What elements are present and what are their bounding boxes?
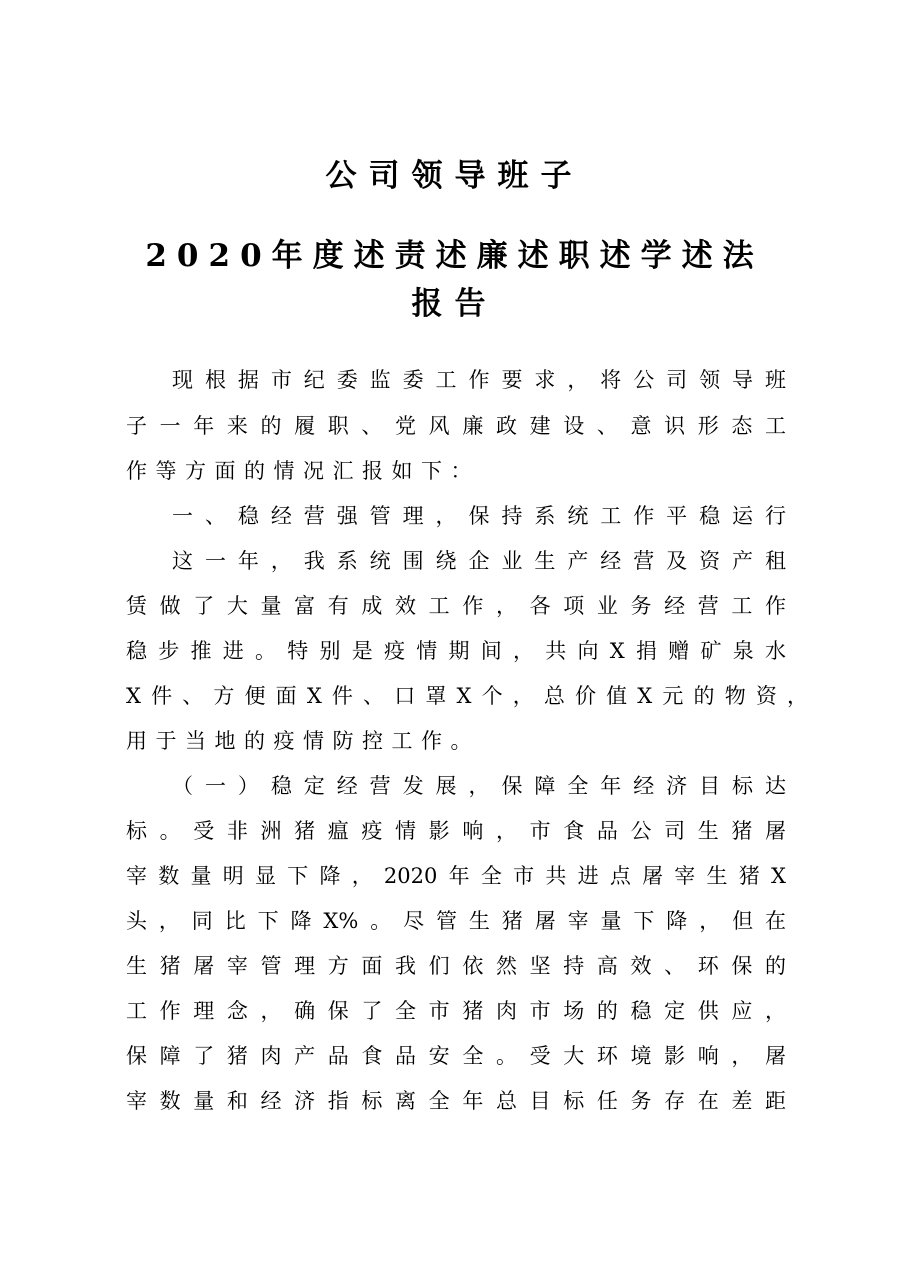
body-text-line: 保障了猪肉产品食品安全。受大环境影响，屠 (126, 1044, 786, 1068)
body-text-line: 作等方面的情况汇报如下： (126, 459, 480, 483)
body-text-line: 标。受非洲猪瘟疫情影响，市食品公司生猪屠 (126, 819, 786, 843)
body-text-line: 子一年来的履职、党风廉政建设、意识形态工 (126, 414, 786, 438)
body-text-line: 用于当地的疫情防控工作。 (126, 729, 480, 753)
subsection-heading: （一）稳定经营发展，保障全年经济目标达 (172, 774, 786, 798)
body-text-line: 稳步推进。特别是疫情期间，共向X捐赠矿泉水 (126, 639, 786, 663)
document-title-line-1: 公司领导班子 (325, 158, 584, 194)
document-title-line-2: 2020年度述责述廉述职述学述法 (145, 238, 764, 274)
document-title-line-3: 报告 (411, 286, 498, 322)
body-text-line: 这一年，我系统围绕企业生产经营及资产租 (172, 549, 786, 573)
body-text-line: 赁做了大量富有成效工作，各项业务经营工作 (126, 594, 786, 618)
body-text-line: 头，同比下降X%。尽管生猪屠宰量下降，但在 (126, 909, 786, 933)
body-text-line: 宰数量明显下降，2020年全市共进点屠宰生猪X (126, 864, 786, 888)
body-text-line: 生猪屠宰管理方面我们依然坚持高效、环保的 (126, 954, 786, 978)
body-text-line: 宰数量和经济指标离全年总目标任务存在差距 (126, 1089, 786, 1113)
body-text-line: 工作理念，确保了全市猪肉市场的稳定供应， (126, 999, 786, 1023)
section-heading: 一、稳经营强管理，保持系统工作平稳运行 (172, 504, 786, 528)
body-text-line: 现根据市纪委监委工作要求，将公司领导班 (172, 368, 786, 392)
body-text-line: X件、方便面X件、口罩X个，总价值X元的物资， (126, 684, 808, 708)
